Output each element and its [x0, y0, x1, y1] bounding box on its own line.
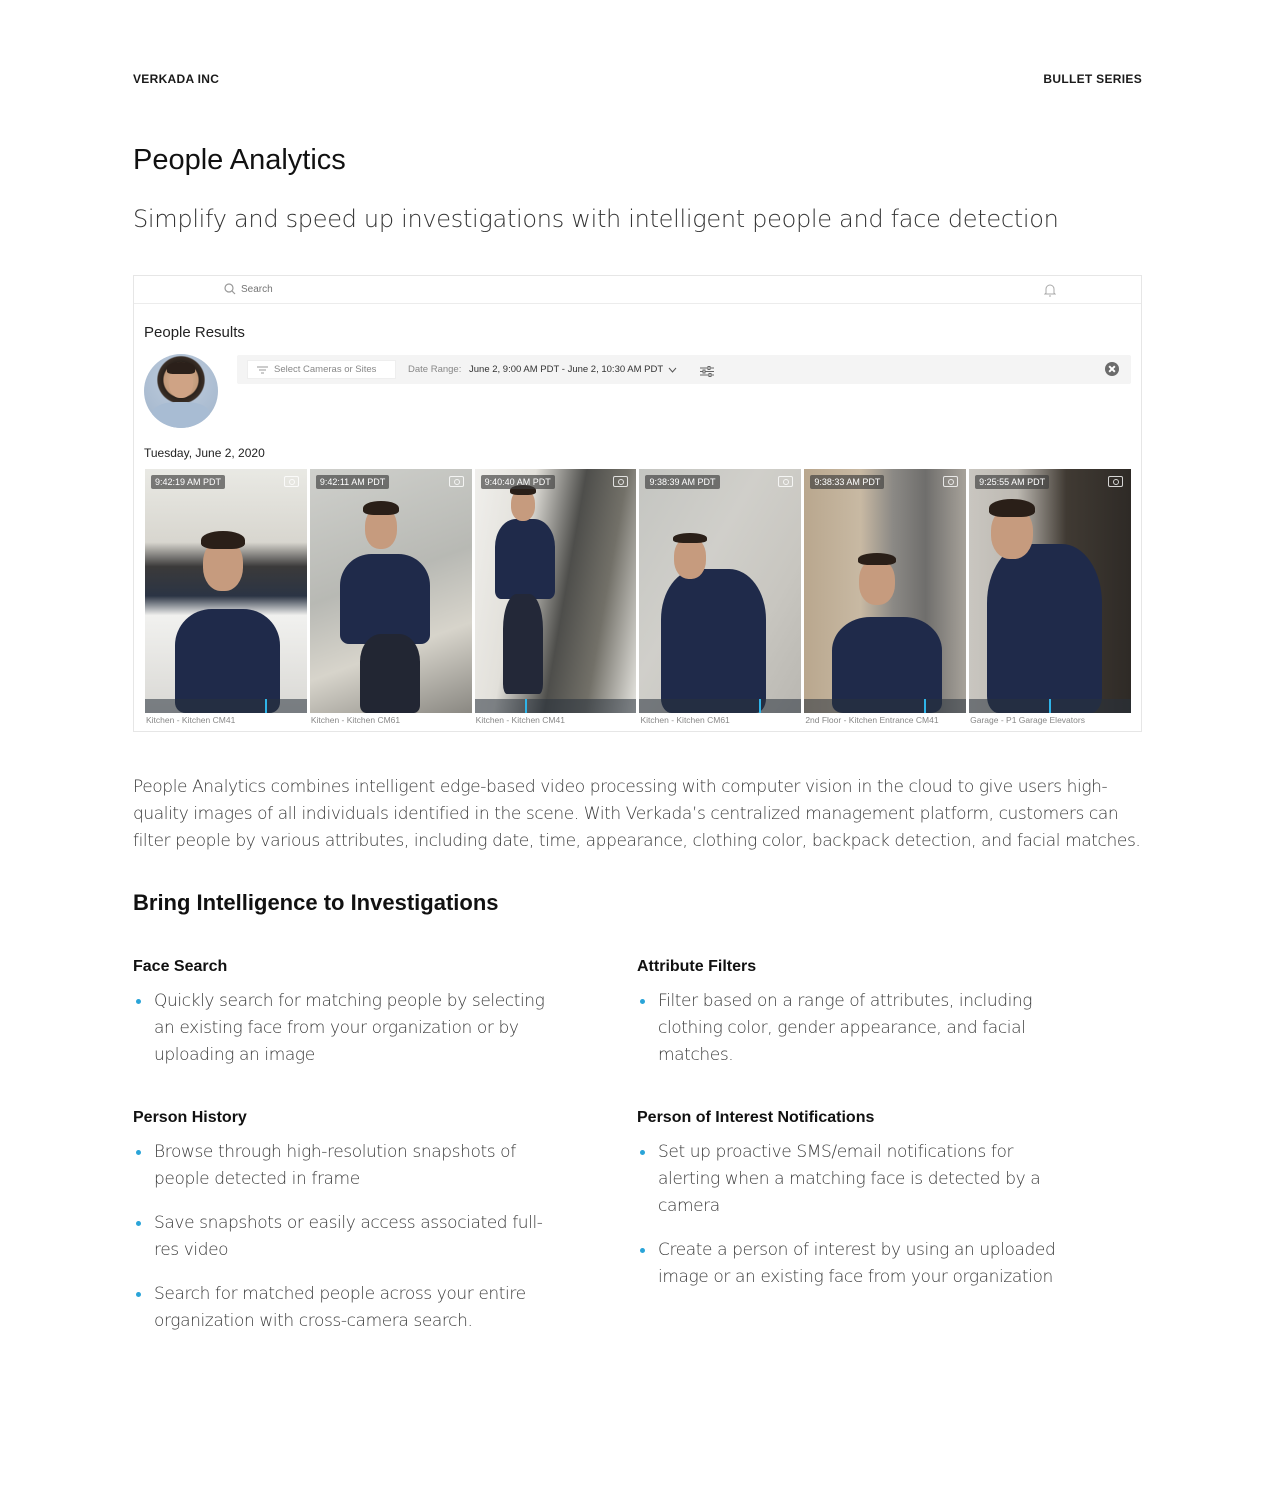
thumbnail-time: 9:38:33 AM PDT: [810, 475, 884, 489]
camera-name: Kitchen - Kitchen CM61: [310, 715, 401, 725]
search-input[interactable]: [241, 284, 441, 295]
camera-icon[interactable]: [449, 476, 464, 487]
thumbnail[interactable]: [804, 469, 966, 713]
thumbnail-time: 9:38:39 AM PDT: [645, 475, 719, 489]
section-title: Bring Intelligence to Investigations: [133, 890, 499, 915]
thumbnail-time: 9:40:40 AM PDT: [481, 475, 555, 489]
camera-name: 2nd Floor - Kitchen Entrance CM41: [805, 715, 939, 725]
page-subtitle: Simplify and speed up investigations with intelligent people and face detection: [133, 205, 1059, 233]
feature-bullet: Save snapshots or easily access associated full-res video: [133, 1210, 553, 1264]
sliders-icon[interactable]: [700, 364, 714, 382]
thumbnail[interactable]: [475, 469, 637, 713]
feature-poi-notifications: [637, 1109, 1057, 1308]
thumbnail[interactable]: [145, 469, 307, 713]
company-name: VERKADA INC: [133, 72, 220, 86]
feature-bullet: Filter based on a range of attributes, including clothing color, gender appearance, and facial matches.: [637, 988, 1057, 1069]
thumbnail-time: 9:42:11 AM PDT: [316, 475, 389, 489]
chevron-down-icon: [668, 367, 677, 373]
thumbnail-time: 9:25:55 AM PDT: [975, 475, 1049, 489]
date-range-value: June 2, 9:00 AM PDT - June 2, 10:30 AM PDT: [469, 364, 664, 375]
camera-icon[interactable]: [778, 476, 793, 487]
series-name: BULLET SERIES: [1043, 72, 1142, 86]
date-range-label: Date Range:: [408, 364, 462, 375]
feature-bullet: Set up proactive SMS/email notifications for alerting when a matching face is detected by a camera: [637, 1139, 1057, 1220]
feature-title: Face Search: [133, 958, 228, 975]
date-heading: Tuesday, June 2, 2020: [144, 446, 265, 460]
camera-name: Kitchen - Kitchen CM41: [146, 715, 236, 725]
page-title: People Analytics: [133, 144, 346, 176]
camera-select-label: Select Cameras or Sites: [274, 364, 377, 375]
filter-icon: [257, 366, 268, 374]
feature-bullet: Browse through high-resolution snapshots of people detected in frame: [133, 1139, 553, 1193]
camera-name: Kitchen - Kitchen CM41: [475, 715, 565, 725]
intro-paragraph: People Analytics combines intelligent edge-based video processing with computer vision in the cloud to give users high-quality images of all individuals identified in the scene. With Verkada’s centralized management platform, customers can filter people by various attributes, including date, time, appearance, clothing color, backpack detection, and facial matches.: [133, 777, 1141, 851]
camera-name: Kitchen - Kitchen CM61: [640, 715, 730, 725]
camera-icon[interactable]: [284, 476, 299, 487]
camera-icon[interactable]: [1108, 476, 1123, 487]
filter-bar: [237, 355, 1131, 384]
bell-icon[interactable]: [1044, 283, 1056, 297]
feature-bullet: Quickly search for matching people by selecting an existing face from your organization or by uploading an image: [133, 988, 553, 1069]
camera-icon[interactable]: [943, 476, 958, 487]
app-topbar: [134, 276, 1141, 304]
thumbnail[interactable]: [639, 469, 801, 713]
results-title: People Results: [144, 324, 245, 341]
feature-bullet: Create a person of interest by using an uploaded image or an existing face from your organization: [637, 1237, 1057, 1291]
camera-icon[interactable]: [613, 476, 628, 487]
camera-select[interactable]: [247, 360, 396, 379]
avatar[interactable]: [144, 354, 218, 428]
feature-title: Person of Interest Notifications: [637, 1109, 875, 1126]
clear-icon[interactable]: [1105, 362, 1119, 376]
thumbnail[interactable]: [310, 469, 472, 713]
feature-attribute-filters: [637, 958, 1057, 1086]
feature-bullet: Search for matched people across your entire organization with cross-camera search.: [133, 1281, 553, 1335]
thumbnail-strip: [145, 469, 1131, 713]
camera-name: Garage - P1 Garage Elevators: [970, 715, 1085, 725]
search-bar[interactable]: [224, 283, 441, 295]
feature-person-history: [133, 1109, 553, 1352]
feature-title: Person History: [133, 1109, 247, 1126]
thumbnail-time: 9:42:19 AM PDT: [151, 475, 225, 489]
app-screenshot: [133, 275, 1142, 732]
feature-face-search: [133, 958, 553, 1086]
search-icon: [224, 283, 236, 295]
camera-name-row: [145, 715, 1131, 725]
feature-title: Attribute Filters: [637, 958, 757, 975]
thumbnail[interactable]: [969, 469, 1131, 713]
date-range-select[interactable]: [469, 364, 677, 375]
